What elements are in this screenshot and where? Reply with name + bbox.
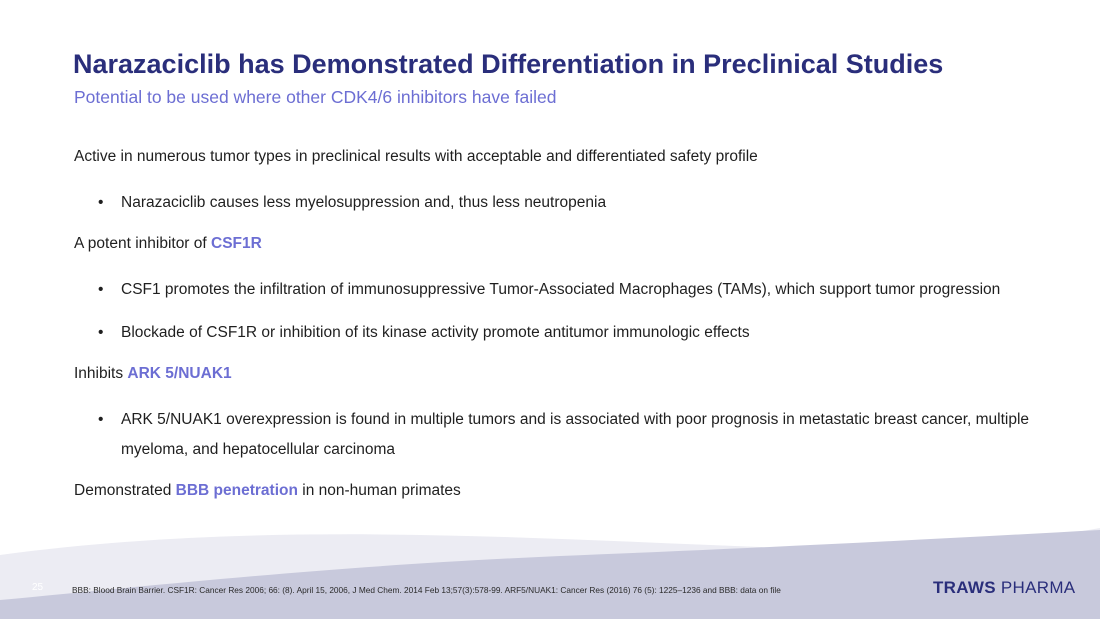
- highlight-csf1r: CSF1R: [211, 235, 262, 252]
- paragraph-ark5: [74, 361, 1064, 387]
- paragraph-safety-profile: Active in numerous tumor types in preclinical results with acceptable and differentiated safety profile: [74, 148, 758, 165]
- highlight-bbb-penetration: BBB penetration: [175, 482, 298, 499]
- bullet-text: Narazaciclib causes less myelosuppression and, thus less neutropenia: [121, 194, 607, 211]
- highlight-ark5-nuak1: ARK 5/NUAK1: [127, 365, 232, 382]
- bullet-text: ARK 5/NUAK1 overexpression is found in multiple tumors and is associated with poor prognosis in metastatic breast cancer, multiple myeloma, and hepatocellular carcinoma: [121, 411, 1030, 458]
- paragraph-bbb: [74, 478, 1064, 504]
- bullet-text: CSF1 promotes the infiltration of immunosuppressive Tumor-Associated Macrophages (TAMs), which support tumor progression: [121, 281, 1001, 298]
- logo-bold-text: TRAWS: [933, 578, 996, 597]
- page-number: 25: [32, 582, 44, 593]
- paragraph-csf1r: [74, 231, 1064, 257]
- bullet-text: Blockade of CSF1R or inhibition of its kinase activity promote antitumor immunologic effects: [121, 324, 750, 341]
- bullet-ark5-overexpression: [74, 405, 1064, 465]
- paragraph-text: Inhibits: [74, 365, 128, 382]
- bullet-icon: •: [98, 281, 104, 298]
- slide-subtitle: Potential to be used where other CDK4/6 inhibitors have failed: [74, 87, 557, 107]
- slide-title: Narazaciclib has Demonstrated Differentiation in Preclinical Studies: [73, 49, 944, 79]
- bullet-icon: •: [98, 324, 104, 341]
- paragraph-text-suffix: in non-human primates: [297, 482, 461, 499]
- bullet-myelosuppression: [74, 188, 1064, 218]
- footnote: BBB: Blood Brain Barrier. CSF1R: Cancer Res 2006; 66: (8). April 15, 2006, J Med Chem. 2014 Feb 13;57(3):578-99. ARF5/NUAK1: Cancer Res (2016) 76 (5): 1225–1236 and BBB: data on file: [72, 585, 781, 595]
- paragraph-text: Demonstrated: [74, 482, 176, 499]
- paragraph-text: A potent inhibitor of: [74, 235, 212, 252]
- bullet-csf1r-blockade: [74, 318, 1064, 348]
- bullet-icon: •: [98, 194, 104, 211]
- slide-body: [74, 144, 1064, 522]
- logo-light-text: PHARMA: [995, 578, 1076, 597]
- bullet-icon: •: [98, 411, 104, 428]
- traws-pharma-logo: [933, 578, 1075, 598]
- bullet-csf1-tams: [74, 275, 1064, 305]
